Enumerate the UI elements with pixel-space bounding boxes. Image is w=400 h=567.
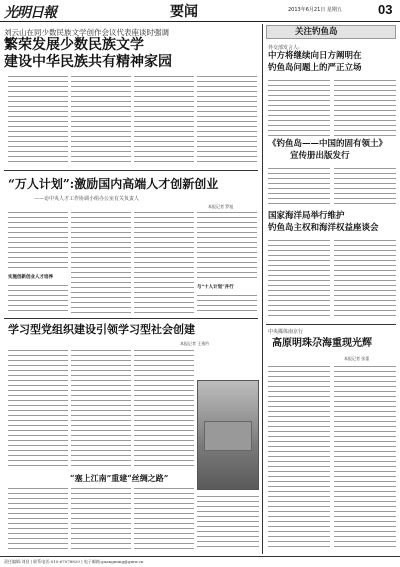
mid-body-col2 [71,210,131,313]
mid-inline-head-2: 与“十人计划”并行 [197,285,234,290]
book-headline-line2: 宣传册出版发行 [290,151,350,161]
right-body-d1 [268,364,330,550]
silk-headline: “塞上江南”重建“丝绸之路” [70,473,169,483]
lead-headline-line1: 繁荣发展少数民族文学 [4,37,144,53]
silk-body-col1 [8,486,68,550]
divider [4,170,258,171]
footer-rule [0,556,400,557]
mid-body-col3 [134,210,194,313]
lead-body-col3 [134,74,194,166]
right-body-a2 [334,78,396,136]
lead-headline-line2: 建设中华民族共有精神家园 [4,54,172,70]
column-divider [262,24,263,554]
party-headline: 学习型党组织建设引领学习型社会创建 [8,323,195,336]
party-byline: 本报记者 王逸吟 [180,341,210,346]
mid-headline: “万人计划”:激励国内高端人才创新创业 [8,177,219,191]
right-body-a1 [268,78,330,136]
party-body-col1 [8,348,68,468]
topic-box-title: 关注钓鱼岛 [295,27,338,37]
right-body-d2 [334,364,396,550]
topic-box [266,25,396,39]
lead-kicker: 刘云山在同少数民族文学创作会议代表座谈时强调 [4,28,169,37]
mid-body-col4b [197,293,257,313]
footer-text: 责任编辑:刘昌 | 联系电话:010-67078820 | 电子邮箱:guangming@gmw.cn [4,559,144,564]
right-body-b1 [268,166,330,206]
right-body-b2 [334,166,396,206]
ocean-headline-line2: 钓鱼岛主权和海洋权益座谈会 [268,223,379,233]
mid-body-col1 [8,210,68,272]
mid-body-col4 [197,210,257,282]
ocean-headline-line1: 国家海洋局举行维护 [268,211,345,221]
right-body-c1 [268,238,330,318]
newspaper-logo: 光明日報 [4,5,56,21]
mid-body-col1b [8,283,68,313]
masthead [0,0,400,22]
right-kicker: 外交部发言人: [268,45,300,51]
mid-inline-head-1: 实施创新创业人才培养 [8,275,53,280]
lead-body-col2 [71,74,131,166]
mid-subhead: ——访中央人才工作协调小组办公室有关负责人 [34,196,140,202]
divider [266,324,396,325]
section-title: 要闻 [170,4,198,20]
lead-body-col1 [8,74,68,166]
bottom-kicker: 中央媒体南京行 [268,329,304,335]
bottom-headline: 高原明珠尕海重现光辉 [272,338,372,349]
right-body-c2 [334,238,396,318]
page-number: 03 [378,2,393,17]
mid-byline: 本报记者 罗旭 [208,204,234,209]
right-headline-line1: 中方将继续向日方阐明在 [268,51,362,61]
silk-body-col4 [197,494,259,550]
party-body-col2 [71,348,131,468]
bottom-byline: 本报记者 张蕾 [344,356,370,361]
divider [4,318,258,319]
book-headline-line1: 《钓鱼岛——中国的固有领土》 [268,139,388,149]
lead-body-col4 [197,74,257,166]
photo-subject [204,421,252,451]
issue-date: 2013年6月21日 星期五 [288,7,342,13]
party-body-col3 [134,348,194,468]
news-photo [197,380,259,490]
silk-body-col3 [134,486,194,550]
silk-body-col2 [71,486,131,550]
right-headline-line2: 钓鱼岛问题上的严正立场 [268,63,362,73]
